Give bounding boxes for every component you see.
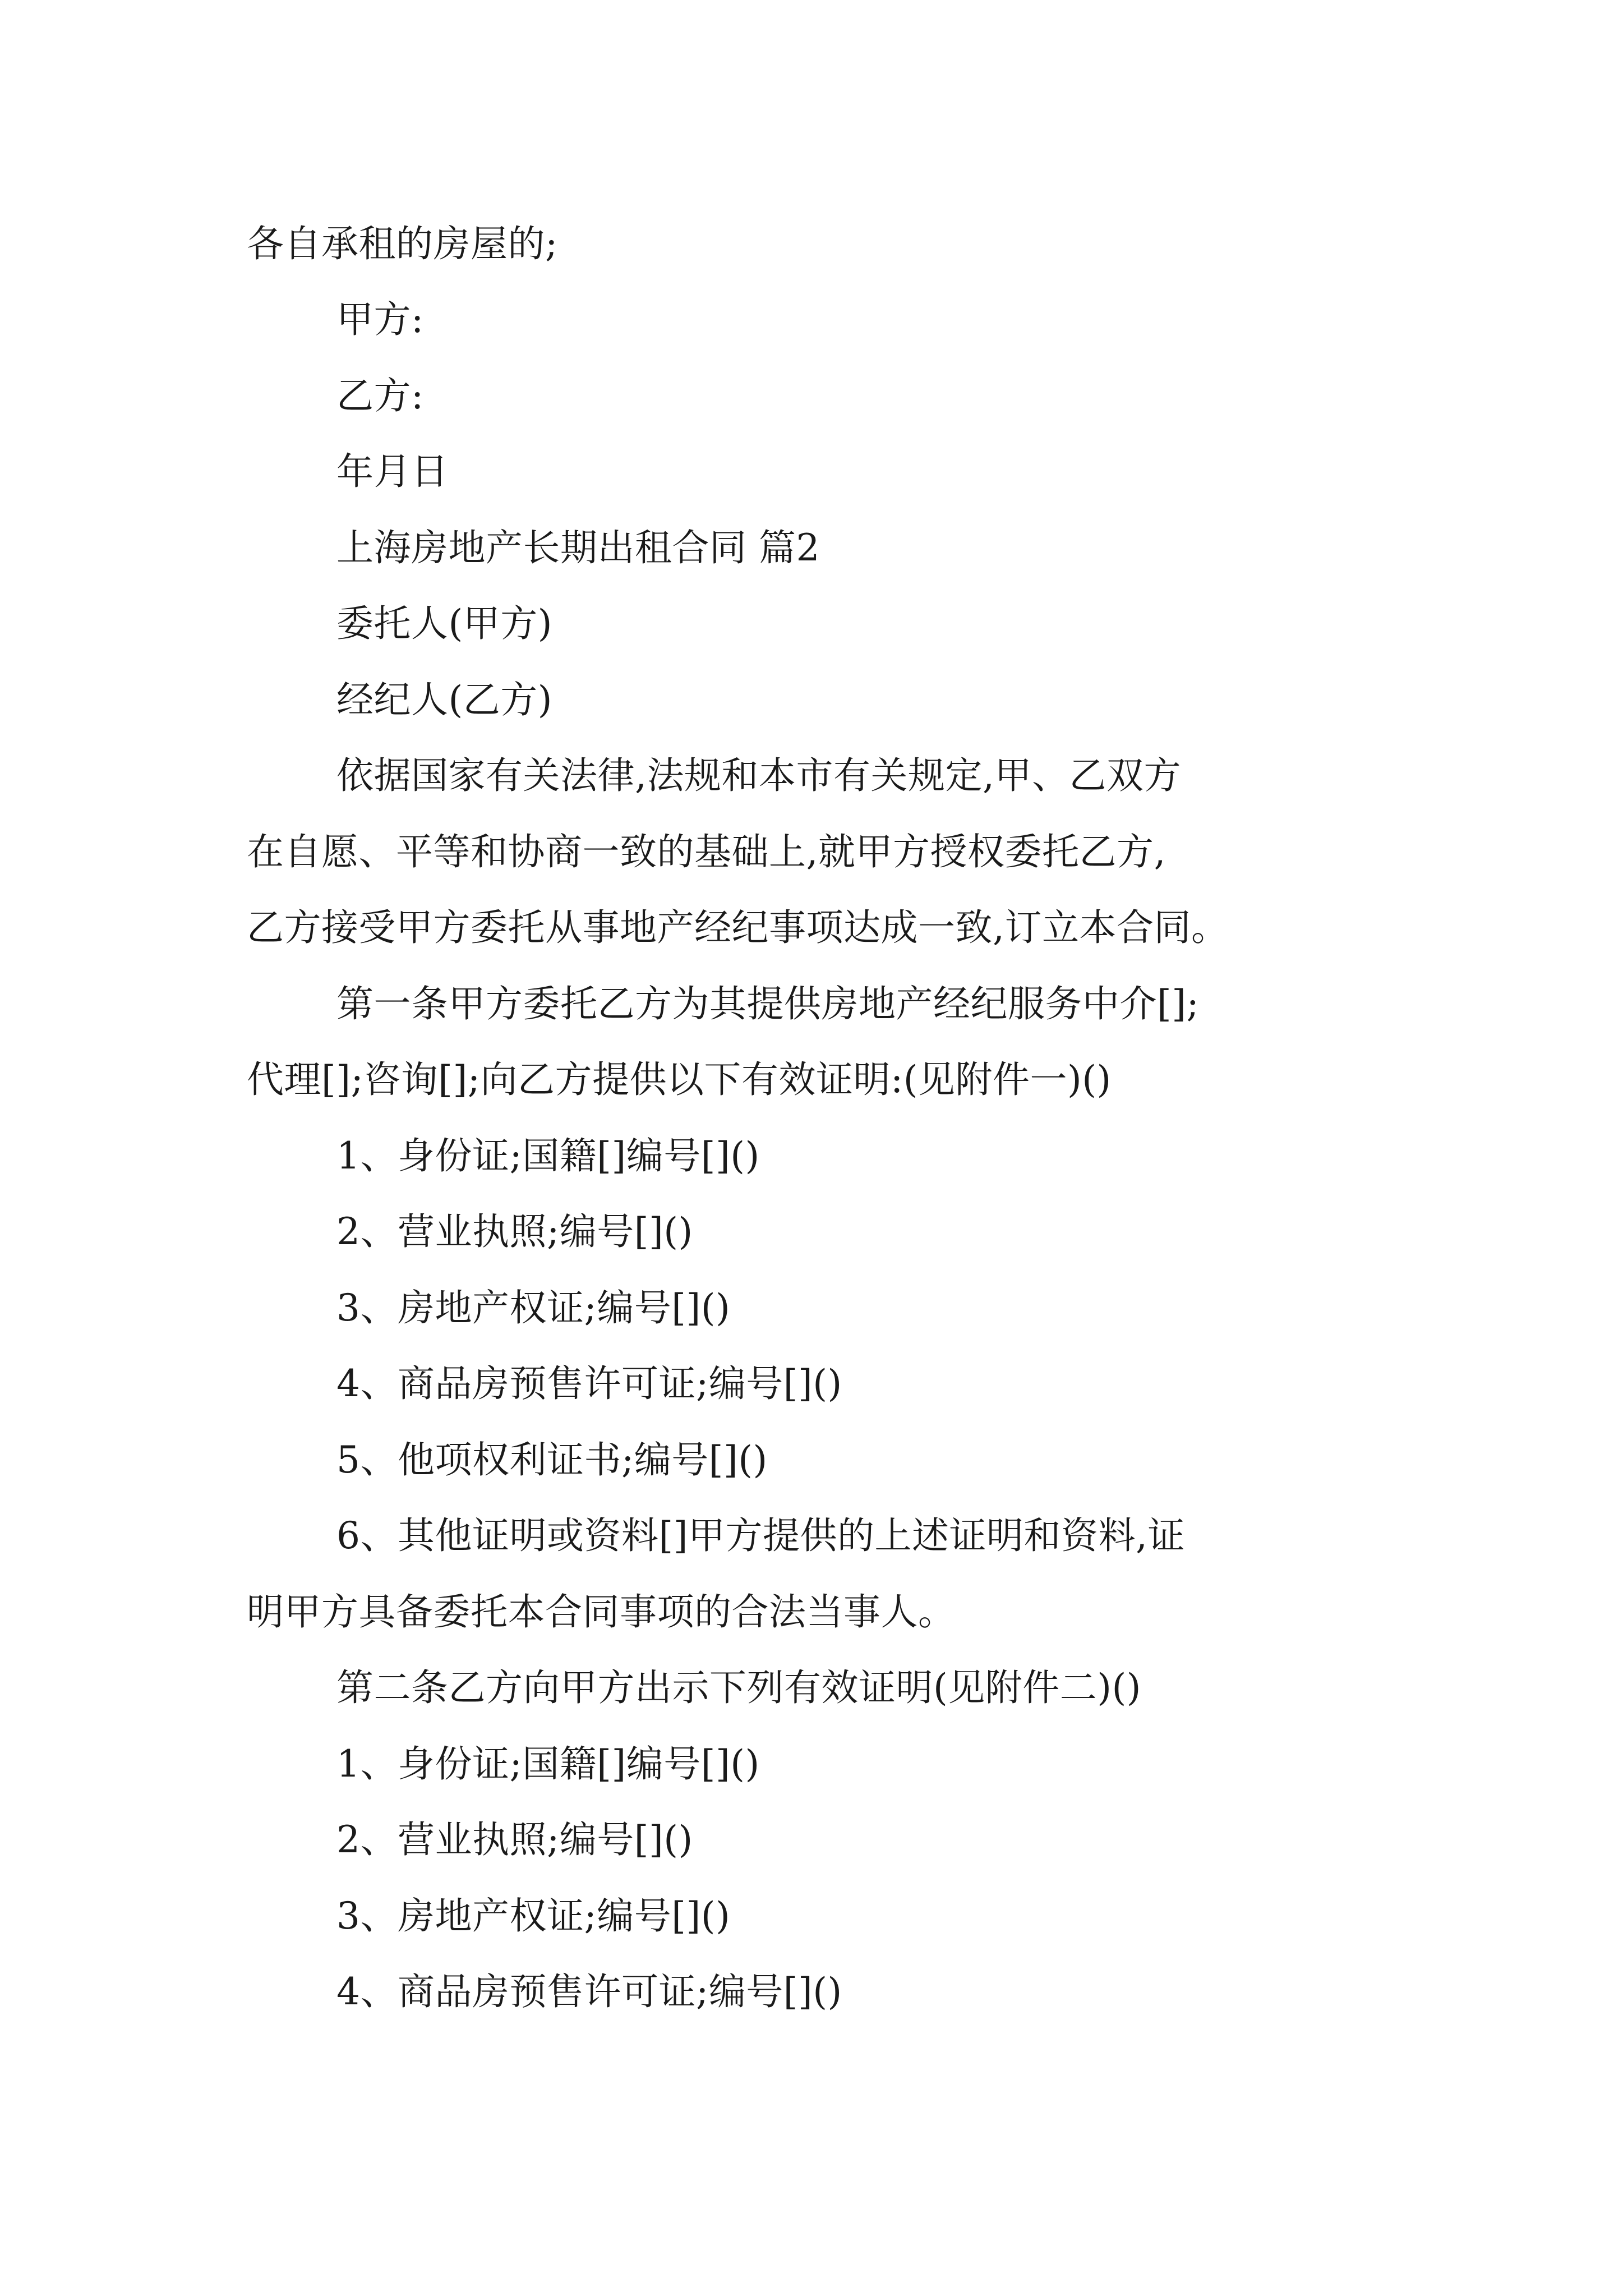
text-line: 甲方: bbox=[336, 298, 424, 341]
text-line: 乙方接受甲方委托从事地产经纪事项达成一致,订立本合同。 bbox=[247, 906, 1229, 949]
list-item: 6、其他证明或资料[]甲方提供的上述证明和资料,证 bbox=[336, 1514, 1185, 1557]
list-item: 1、身份证;国籍[]编号[]() bbox=[336, 1742, 760, 1786]
text-line: 经纪人(乙方) bbox=[336, 678, 552, 721]
section-heading: 上海房地产长期出租合同 篇2 bbox=[336, 526, 820, 569]
text-line: 委托人(甲方) bbox=[336, 602, 552, 645]
text-line: 乙方: bbox=[336, 374, 424, 417]
list-item: 3、房地产权证;编号[]() bbox=[336, 1894, 731, 1938]
list-item: 4、商品房预售许可证;编号[]() bbox=[336, 1970, 842, 2013]
text-line: 依据国家有关法律,法规和本市有关规定,甲、乙双方 bbox=[336, 754, 1181, 797]
text-line: 代理[];咨询[];向乙方提供以下有效证明:(见附件一)() bbox=[247, 1058, 1112, 1101]
list-item: 5、他项权利证书;编号[]() bbox=[336, 1438, 768, 1481]
text-line: 第一条甲方委托乙方为其提供房地产经纪服务中介[]; bbox=[336, 982, 1200, 1025]
text-line: 明甲方具备委托本合同事项的合法当事人。 bbox=[247, 1590, 956, 1634]
list-item: 1、身份证;国籍[]编号[]() bbox=[336, 1134, 760, 1177]
text-line: 第二条乙方向甲方出示下列有效证明(见附件二)() bbox=[336, 1666, 1141, 1709]
text-line: 年月日 bbox=[336, 450, 449, 493]
text-line: 在自愿、平等和协商一致的基础上,就甲方授权委托乙方, bbox=[247, 830, 1166, 873]
list-item: 4、商品房预售许可证;编号[]() bbox=[336, 1362, 842, 1405]
list-item: 2、营业执照;编号[]() bbox=[336, 1210, 693, 1253]
list-item: 3、房地产权证;编号[]() bbox=[336, 1286, 731, 1329]
text-line: 各自承租的房屋的; bbox=[247, 222, 558, 265]
list-item: 2、营业执照;编号[]() bbox=[336, 1818, 693, 1861]
